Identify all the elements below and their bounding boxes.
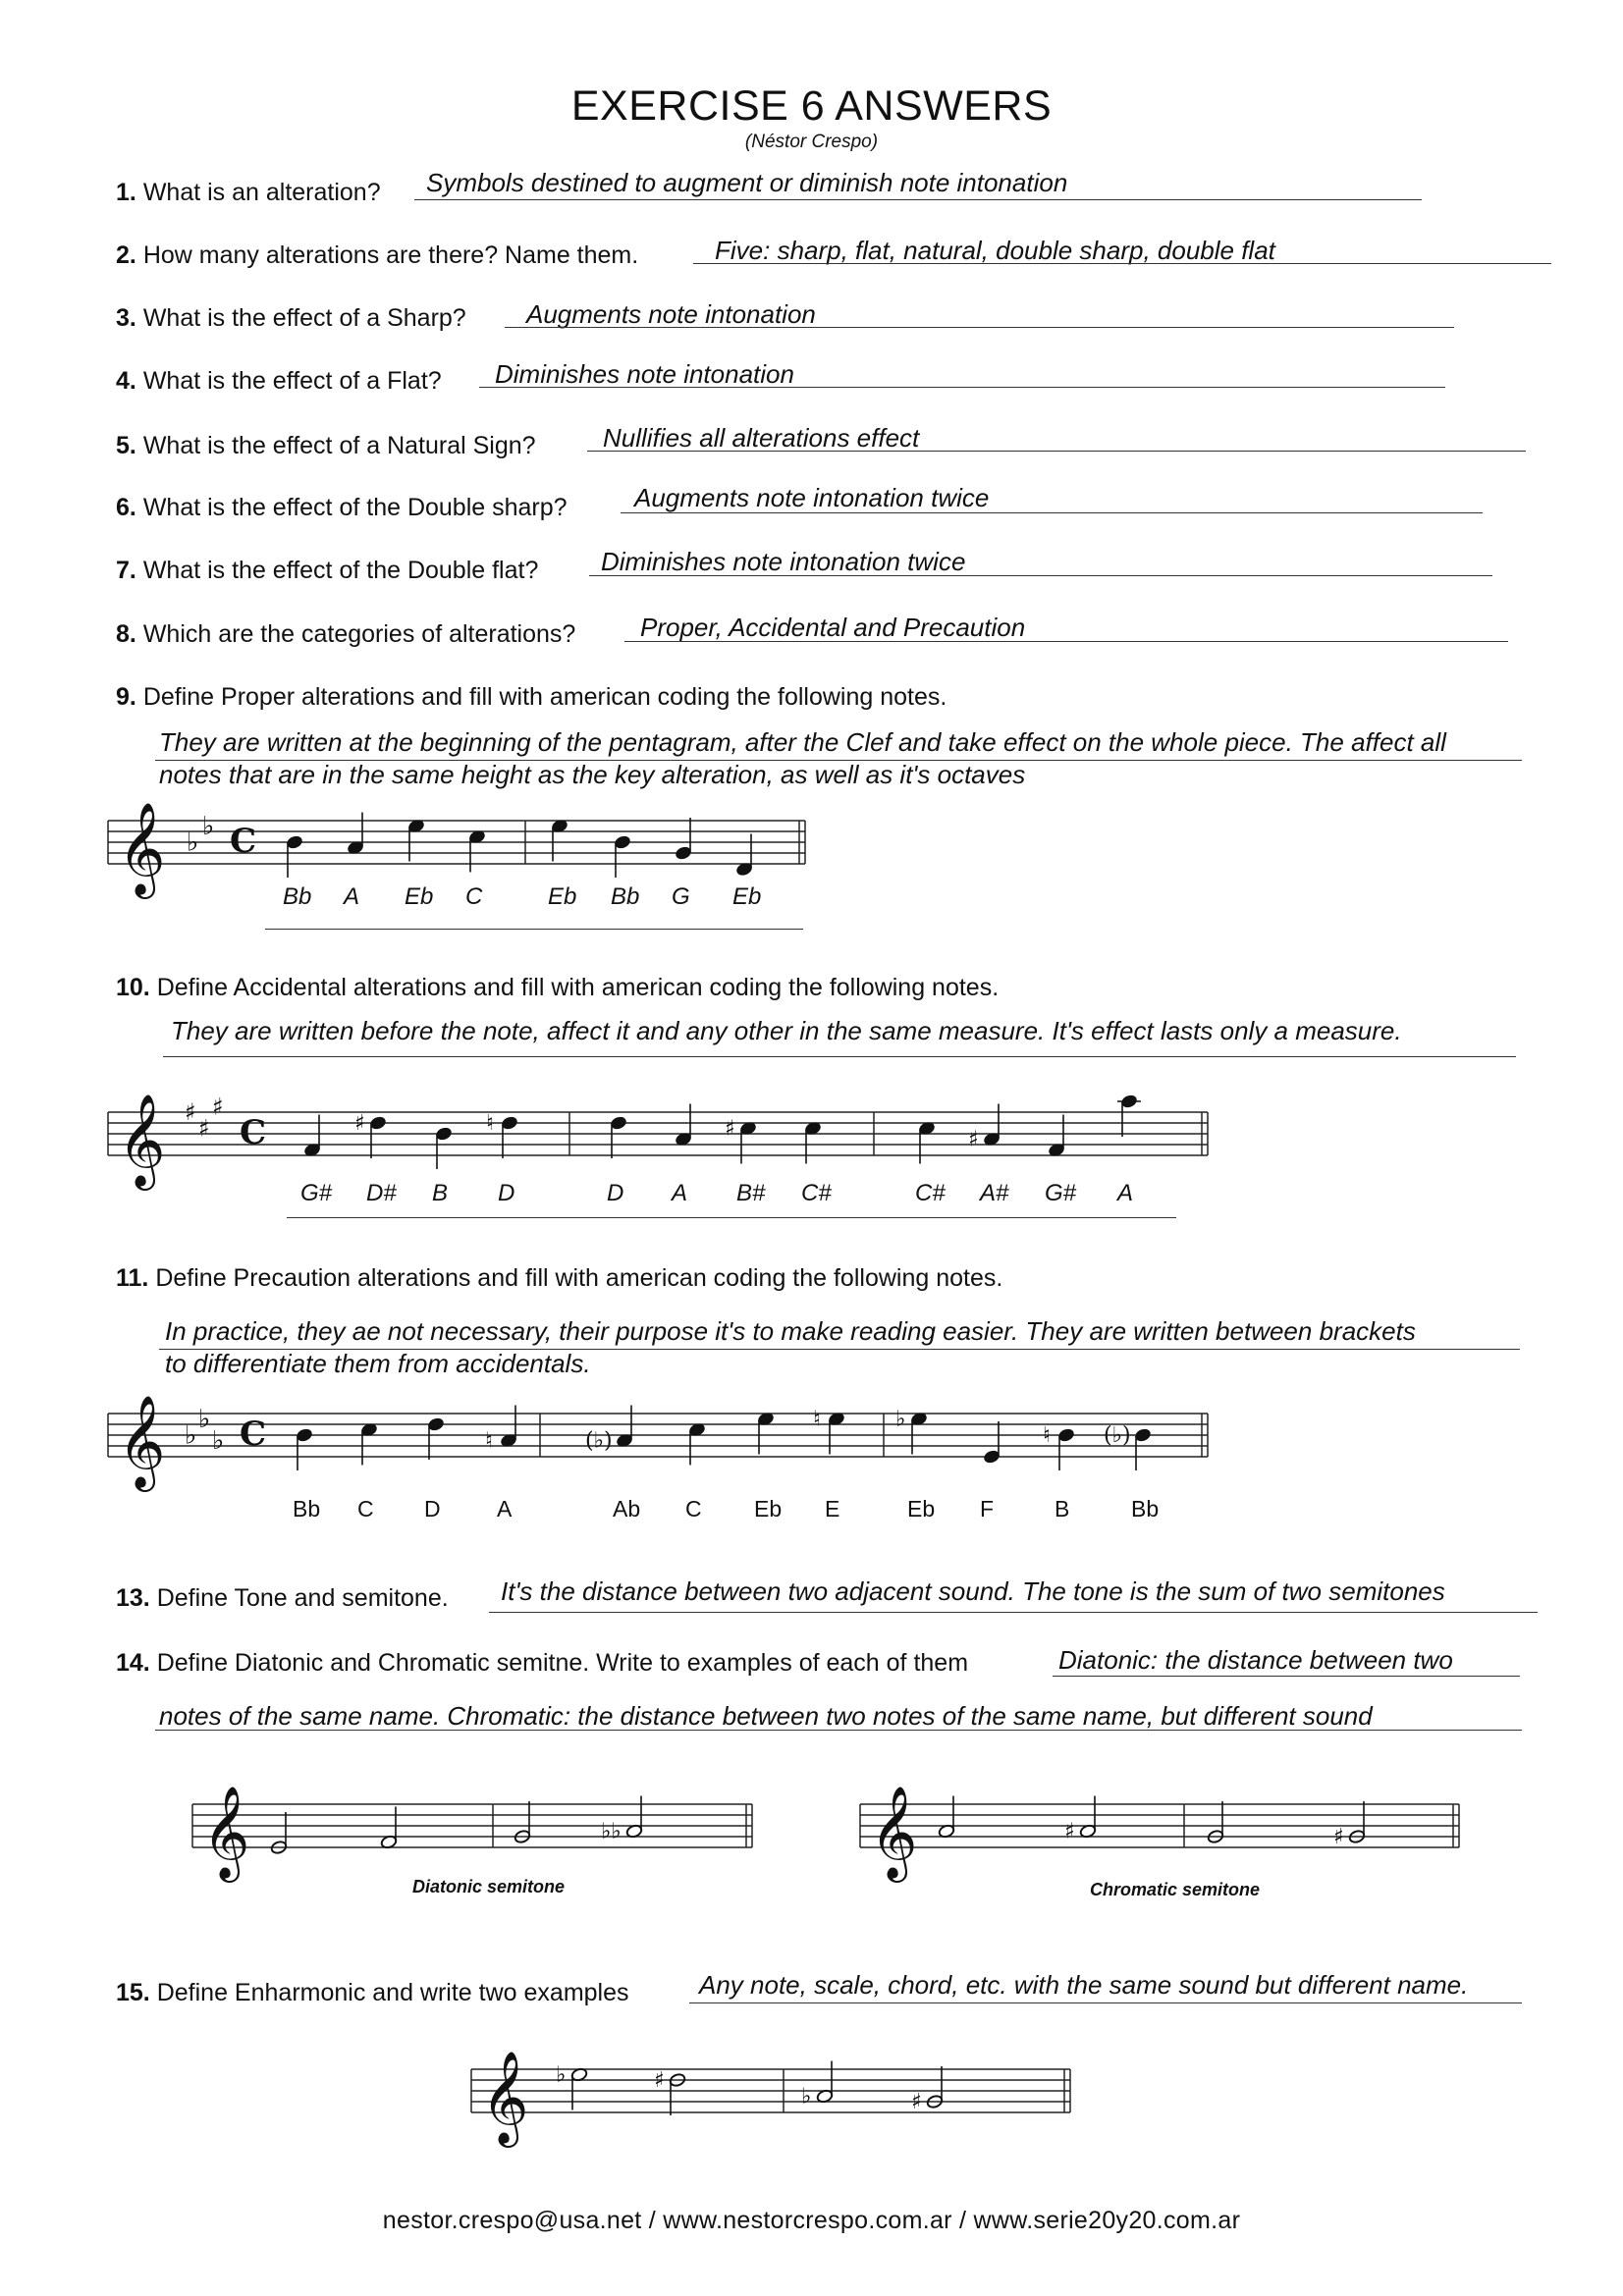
note-label: C bbox=[465, 883, 483, 910]
answer-line bbox=[693, 263, 1551, 264]
answer-line bbox=[589, 575, 1492, 576]
note-label: D# bbox=[366, 1180, 397, 1206]
note-label: Eb bbox=[732, 883, 762, 910]
question-7: 7. What is the effect of the Double flat? bbox=[116, 557, 539, 584]
answer-line bbox=[265, 929, 803, 930]
note-label: C# bbox=[915, 1180, 946, 1206]
answer-line bbox=[624, 641, 1508, 642]
note-label: D bbox=[424, 1496, 441, 1522]
answer-4: Diminishes note intonation bbox=[495, 359, 794, 389]
note-label: B bbox=[1055, 1496, 1070, 1522]
treble-clef-icon: 𝄞 bbox=[118, 1094, 166, 1187]
note-label: C bbox=[685, 1496, 702, 1522]
note-label: D bbox=[498, 1180, 515, 1206]
accidental-icon: ♯ bbox=[1064, 1819, 1075, 1844]
note-label: C bbox=[357, 1496, 374, 1522]
note-label: Eb bbox=[754, 1496, 783, 1522]
question-6: 6. What is the effect of the Double sharp? bbox=[116, 494, 568, 521]
accidental-icon: ♮ bbox=[486, 1111, 494, 1136]
answer-line bbox=[479, 387, 1445, 388]
note-label: D bbox=[607, 1180, 624, 1206]
accidental-icon: ♯ bbox=[725, 1116, 735, 1142]
answer-6: Augments note intonation twice bbox=[634, 483, 990, 512]
footer-contact: nestor.crespo@usa.net / www.nestorcrespo.com.ar / www.serie20y20.com.ar bbox=[382, 2207, 1241, 2234]
answer-8: Proper, Accidental and Precaution bbox=[640, 613, 1026, 642]
note-label: B# bbox=[736, 1180, 766, 1206]
answer-9-line-2: notes that are in the same height as the key alteration, as well as it's octaves bbox=[159, 760, 1026, 789]
key-flat-icon: ♭ bbox=[187, 828, 199, 858]
answer-15: Any note, scale, chord, etc. with the same sound but different name. bbox=[699, 1970, 1469, 2000]
accidental-icon: ♭ bbox=[895, 1407, 906, 1432]
music-staff-chromatic bbox=[860, 1777, 1469, 1885]
accidental-icon: ♯ bbox=[911, 2090, 922, 2114]
key-flat-icon: ♭ bbox=[185, 1420, 197, 1451]
page-title: EXERCISE 6 ANSWERS bbox=[570, 82, 1053, 130]
note-label: Eb bbox=[405, 883, 434, 910]
question-4: 4. What is the effect of a Flat? bbox=[116, 367, 442, 395]
answer-5: Nullifies all alterations effect bbox=[603, 423, 920, 453]
answer-13: It's the distance between two adjacent sound. The tone is the sum of two semitones bbox=[501, 1576, 1445, 1606]
note-label: A bbox=[672, 1180, 688, 1206]
answer-line bbox=[414, 199, 1422, 200]
treble-clef-icon: 𝄞 bbox=[202, 1786, 250, 1879]
note-label: A# bbox=[980, 1180, 1009, 1206]
accidental-icon: ♭♭ bbox=[601, 1819, 622, 1844]
common-time-icon: C bbox=[230, 822, 257, 861]
question-9: 9. Define Proper alterations and fill with american coding the following notes. bbox=[116, 683, 947, 711]
answer-line bbox=[621, 512, 1483, 513]
note-label: G# bbox=[300, 1180, 333, 1206]
note-label: F bbox=[980, 1496, 995, 1522]
note-label: E bbox=[825, 1496, 840, 1522]
note-label: G bbox=[672, 883, 690, 910]
answer-line bbox=[1053, 1676, 1520, 1677]
question-8: 8. Which are the categories of alterations? bbox=[116, 620, 576, 648]
note-label: Ab bbox=[613, 1496, 641, 1522]
question-5: 5. What is the effect of a Natural Sign? bbox=[116, 432, 536, 459]
key-sharp-icon: ♯ bbox=[198, 1114, 210, 1143]
treble-clef-icon: 𝄞 bbox=[118, 1395, 166, 1488]
accidental-icon: ♭ bbox=[556, 2062, 567, 2088]
accidental-icon: (♭) bbox=[1104, 1423, 1131, 1448]
note-label: A bbox=[1117, 1180, 1134, 1206]
key-flat-icon: ♭ bbox=[198, 1405, 211, 1435]
note-label: Bb bbox=[611, 883, 640, 910]
answer-11-line-2: to differentiate them from accidentals. bbox=[165, 1349, 591, 1378]
answer-line bbox=[505, 327, 1454, 328]
accidental-icon: (♭) bbox=[585, 1428, 613, 1454]
answer-14-line-2: notes of the same name. Chromatic: the distance between two notes of the same name, but different sound bbox=[159, 1701, 1373, 1731]
note-label: Eb bbox=[907, 1496, 936, 1522]
accidental-icon: ♮ bbox=[1043, 1423, 1051, 1448]
answer-7: Diminishes note intonation twice bbox=[601, 547, 966, 576]
accidental-icon: ♯ bbox=[968, 1127, 979, 1152]
music-staff-proper bbox=[108, 793, 815, 901]
question-15: 15. Define Enharmonic and write two examples bbox=[116, 1979, 629, 2006]
question-11: 11. Define Precaution alterations and fill with american coding the following notes. bbox=[116, 1264, 1003, 1292]
answer-line bbox=[287, 1217, 1176, 1218]
key-sharp-icon: ♯ bbox=[212, 1093, 224, 1121]
question-3: 3. What is the effect of a Sharp? bbox=[116, 304, 466, 332]
note-label: C# bbox=[801, 1180, 832, 1206]
note-label: Eb bbox=[548, 883, 577, 910]
accidental-icon: ♯ bbox=[654, 2068, 665, 2093]
accidental-icon: ♯ bbox=[354, 1111, 365, 1136]
note-label: A bbox=[344, 883, 360, 910]
accidental-icon: ♭ bbox=[801, 2084, 812, 2109]
answer-line bbox=[689, 2002, 1522, 2003]
answer-10: They are written before the note, affect it and any other in the same measure. It's effect lasts only a measure. bbox=[171, 1016, 1402, 1045]
treble-clef-icon: 𝄞 bbox=[118, 802, 166, 895]
answer-1: Symbols destined to augment or diminish note intonation bbox=[426, 168, 1068, 197]
note-label: B bbox=[432, 1180, 449, 1206]
question-1: 1. What is an alteration? bbox=[116, 179, 381, 206]
answer-9-line-1: They are written at the beginning of the pentagram, after the Clef and take effect on the whole piece. The affect all bbox=[159, 727, 1446, 757]
question-13: 13. Define Tone and semitone. bbox=[116, 1584, 449, 1612]
music-staff-precaution bbox=[108, 1386, 1217, 1494]
caption-diatonic: Diatonic semitone bbox=[412, 1877, 566, 1896]
question-10: 10. Define Accidental alterations and fill with american coding the following notes. bbox=[116, 974, 1000, 1001]
note-label: Bb bbox=[283, 883, 312, 910]
key-flat-icon: ♭ bbox=[212, 1426, 225, 1457]
music-staff-diatonic bbox=[192, 1777, 762, 1885]
author-name: (Néstor Crespo) bbox=[744, 132, 879, 152]
key-sharp-icon: ♯ bbox=[185, 1097, 196, 1126]
accidental-icon: ♮ bbox=[485, 1428, 493, 1454]
treble-clef-icon: 𝄞 bbox=[481, 2051, 529, 2144]
question-14: 14. Define Diatonic and Chromatic semitne. Write to examples of each of them bbox=[116, 1649, 969, 1677]
treble-clef-icon: 𝄞 bbox=[870, 1786, 918, 1879]
answer-3: Augments note intonation bbox=[526, 299, 816, 329]
answer-line bbox=[587, 451, 1526, 452]
music-staff-accidental bbox=[108, 1085, 1217, 1193]
accidental-icon: ♮ bbox=[813, 1407, 821, 1432]
question-2: 2. How many alterations are there? Name them. bbox=[116, 241, 639, 269]
note-label: Bb bbox=[1131, 1496, 1160, 1522]
answer-2: Five: sharp, flat, natural, double sharp, double flat bbox=[715, 236, 1275, 265]
answer-14-line-1: Diatonic: the distance between two bbox=[1058, 1645, 1453, 1675]
key-flat-icon: ♭ bbox=[202, 812, 215, 842]
answer-line bbox=[163, 1056, 1516, 1057]
accidental-icon: ♯ bbox=[1333, 1825, 1344, 1849]
note-label: G# bbox=[1045, 1180, 1077, 1206]
note-label: A bbox=[497, 1496, 513, 1522]
note-label: Bb bbox=[293, 1496, 321, 1522]
caption-chromatic: Chromatic semitone bbox=[1090, 1880, 1261, 1899]
answer-11-line-1: In practice, they ae not necessary, their purpose it's to make reading easier. They are written between brackets bbox=[165, 1316, 1416, 1346]
answer-line bbox=[489, 1612, 1538, 1613]
answer-line bbox=[155, 1730, 1522, 1731]
common-time-icon: C bbox=[240, 1415, 267, 1454]
common-time-icon: C bbox=[240, 1113, 267, 1152]
music-staff-enharmonic bbox=[471, 2042, 1080, 2150]
